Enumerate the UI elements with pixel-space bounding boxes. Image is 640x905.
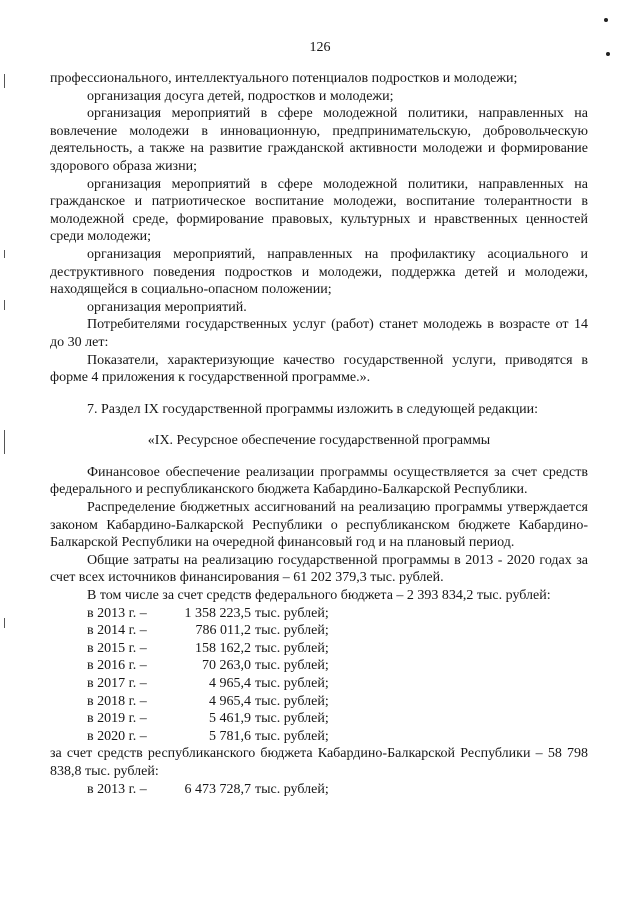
- text-paragraph: организация мероприятий в сфере молодежной политики, направленных на вовлечение молодежи в инновационную, предпринимательскую, добровольческую деятельность, а также на развитие гражданской активности молодежи и формирование здорового образа жизни;: [50, 106, 588, 174]
- federal-budget-by-year: [50, 605, 588, 746]
- year-label: в 2014 г. –: [87, 623, 147, 639]
- amount-value: 5 461,9: [209, 711, 251, 727]
- text-paragraph: организация мероприятий.: [87, 299, 247, 315]
- scan-speck: [606, 52, 610, 56]
- year-label: в 2018 г. –: [87, 693, 147, 709]
- amount-unit: тыс. рублей;: [255, 676, 329, 691]
- amount-unit: тыс. рублей;: [255, 711, 329, 727]
- list-item: [50, 710, 588, 728]
- list-item: [50, 622, 588, 640]
- amount-value: 158 162,2: [195, 640, 251, 656]
- text-paragraph: организация досуга детей, подростков и молодежи;: [87, 88, 394, 104]
- section-intro: 7. Раздел IX государственной программы изложить в следующей редакции:: [87, 401, 538, 417]
- text-paragraph: Потребителями государственных услуг (работ) станет молодежь в возрасте от 14 до 30 лет:: [50, 317, 588, 350]
- document-body: [50, 70, 588, 798]
- amount-value: 1 358 223,5: [184, 605, 251, 621]
- text-paragraph: Показатели, характеризующие качество государственной услуги, приводятся в форме 4 приложения к государственной программе.».: [50, 352, 588, 386]
- text-paragraph: профессионального, интеллектуального потенциалов подростков и молодежи;: [50, 71, 518, 86]
- amount-unit: тыс. рублей;: [255, 658, 329, 674]
- amount-unit: тыс. рублей;: [255, 781, 329, 797]
- year-label: в 2019 г. –: [87, 711, 147, 727]
- amount-value: 4 965,4: [209, 676, 251, 691]
- text-paragraph: Общие затраты на реализацию государственной программы в 2013 - 2020 годах за счет всех источников финансирования – 61 202 379,3 тыс. рублей.: [50, 552, 588, 586]
- amount-unit: тыс. рублей;: [255, 605, 329, 621]
- amount-unit: тыс. рублей;: [255, 640, 329, 656]
- list-item: [50, 781, 588, 799]
- amount-unit: тыс. рублей;: [255, 693, 329, 709]
- year-label: в 2017 г. –: [87, 676, 147, 691]
- list-item: [50, 640, 588, 658]
- scan-edge-mark: [4, 618, 5, 628]
- scan-edge-mark: [4, 300, 5, 310]
- list-item: [50, 728, 588, 746]
- section-heading: «IX. Ресурсное обеспечение государственной программы: [147, 433, 491, 449]
- year-label: в 2013 г. –: [87, 781, 147, 797]
- text-paragraph: В том числе за счет средств федерального бюджета – 2 393 834,2 тыс. рублей:: [87, 588, 551, 604]
- scan-edge-mark: [4, 250, 5, 258]
- list-item: [50, 605, 588, 623]
- text-paragraph: организация мероприятий, направленных на профилактику асоциального и деструктивного поведения подростков и молодежи, поддержка детей и молодежи, находящейся в социально-опасном положении;: [50, 246, 588, 298]
- text-paragraph: Финансовое обеспечение реализации программы осуществляется за счет средств федерального и республиканского бюджета Кабардино-Балкарской Республики.: [50, 464, 588, 498]
- year-label: в 2013 г. –: [87, 605, 147, 621]
- list-item: [50, 693, 588, 711]
- year-label: в 2015 г. –: [87, 640, 147, 656]
- amount-value: 786 011,2: [195, 623, 251, 639]
- scan-edge-mark: [4, 74, 5, 88]
- year-label: в 2020 г. –: [87, 728, 147, 744]
- amount-unit: тыс. рублей;: [255, 728, 329, 744]
- list-item: [50, 675, 588, 693]
- text-paragraph: организация мероприятий в сфере молодежной политики, направленных на гражданское и патриотическое воспитание молодежи, воспитание толерантности в молодежной среде, формирование правовых, культурных и нравственных ценностей среди молодежи;: [50, 176, 588, 245]
- text-paragraph: Распределение бюджетных ассигнований на реализацию программы утверждается законом Кабардино-Балкарской Республики о республиканском бюджете Кабардино-Балкарской Республики на очередной финансовый год и на плановый период.: [50, 500, 588, 551]
- amount-value: 6 473 728,7: [184, 781, 251, 797]
- year-label: в 2016 г. –: [87, 658, 147, 674]
- list-item: [50, 657, 588, 675]
- text-paragraph: за счет средств республиканского бюджета Кабардино-Балкарской Республики – 58 798 838,8 тыс. рублей:: [50, 746, 588, 779]
- amount-value: 4 965,4: [209, 693, 251, 709]
- page-number: 126: [309, 40, 331, 55]
- amount-value: 5 781,6: [209, 728, 251, 744]
- amount-unit: тыс. рублей;: [255, 623, 329, 639]
- scan-edge-mark: [4, 430, 5, 454]
- scan-speck: [604, 18, 608, 22]
- republic-budget-by-year: [50, 781, 588, 799]
- amount-value: 70 263,0: [202, 658, 251, 674]
